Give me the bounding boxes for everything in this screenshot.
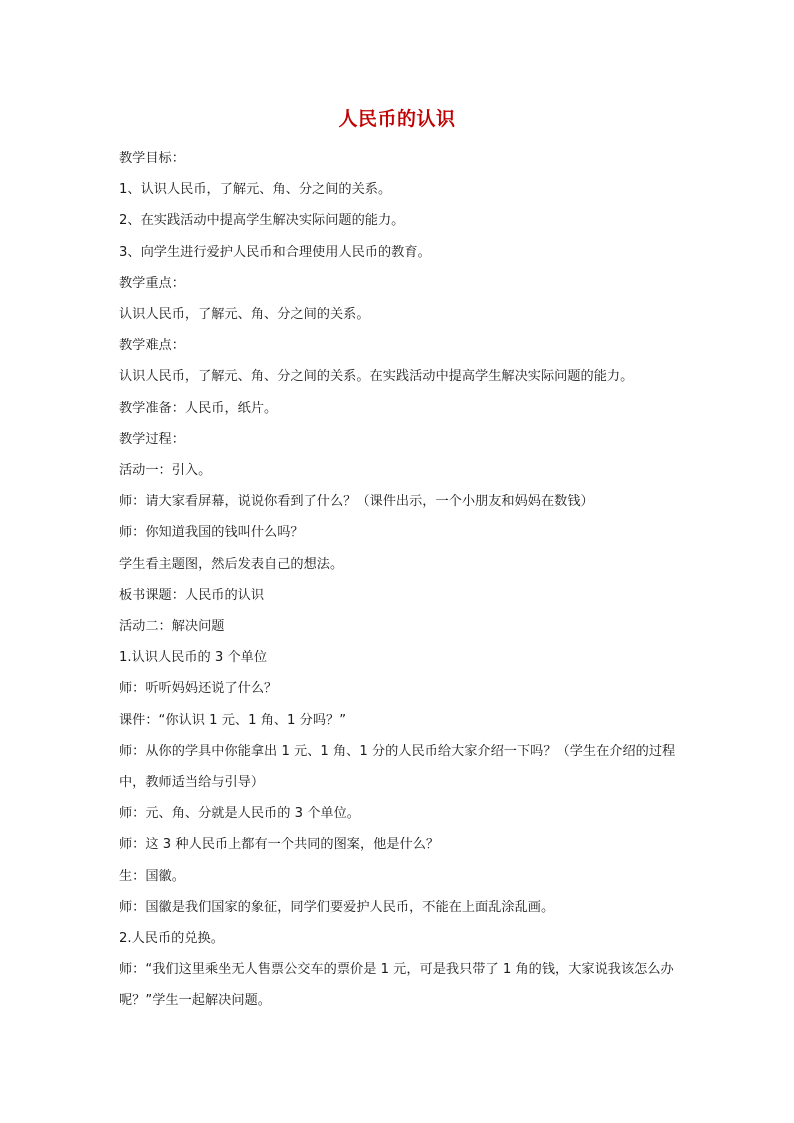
paragraph: 师：国徽是我们国家的象征，同学们要爱护人民币，不能在上面乱涂乱画。: [119, 899, 555, 915]
paragraph: 活动二：解决问题: [119, 619, 225, 635]
paragraph: 师：你知道我国的钱叫什么吗？: [119, 525, 304, 541]
paragraph: 教学过程：: [119, 431, 185, 447]
document-title: 人民币的认识: [338, 108, 456, 130]
paragraph: 生：国徽。: [119, 868, 185, 884]
paragraph: 板书课题：人民币的认识: [119, 587, 265, 603]
paragraph: 师：这 3 种人民币上都有一个共同的图案，他是什么？: [119, 837, 440, 853]
document-body: [119, 143, 679, 1017]
paragraph: 认识人民币，了解元、角、分之间的关系。在实践活动中提高学生解决实际问题的能力。: [119, 369, 634, 385]
paragraph: 2.人民币的兑换。: [119, 931, 224, 947]
paragraph: 教学重点：: [119, 275, 185, 291]
paragraph: 师：听听妈妈还说了什么？: [119, 681, 278, 697]
paragraph: 学生看主题图，然后发表自己的想法。: [119, 556, 344, 572]
paragraph: 师：元、角、分就是人民币的 3 个单位。: [119, 806, 360, 822]
paragraph: 师：从你的学具中你能拿出 1 元、1 角、1 分的人民币给大家介绍一下吗？（学生在介绍的过程中，教师适当给与引导）: [119, 743, 676, 791]
paragraph: 1.认识人民币的 3 个单位: [119, 650, 268, 666]
paragraph: 教学准备：人民币，纸片。: [119, 400, 278, 416]
paragraph: 课件：“你认识 1 元、1 角、1 分吗？”: [119, 712, 347, 728]
paragraph: 师：“我们这里乘坐无人售票公交车的票价是 1 元，可是我只带了 1 角的钱，大家说我该怎么办呢？”学生一起解决问题。: [119, 962, 674, 1009]
paragraph: 2、在实践活动中提高学生解决实际问题的能力。: [119, 213, 405, 229]
paragraph: 1、认识人民币，了解元、角、分之间的关系。: [119, 182, 392, 198]
paragraph: 活动一：引入。: [119, 463, 212, 479]
paragraph: 认识人民币，了解元、角、分之间的关系。: [119, 307, 370, 323]
paragraph: 师：请大家看屏幕，说说你看到了什么？（课件出示，一个小朋友和妈妈在数钱）: [119, 494, 594, 510]
paragraph: 3、向学生进行爱护人民币和合理使用人民币的教育。: [119, 244, 431, 260]
paragraph: 教学难点：: [119, 338, 185, 354]
paragraph: 教学目标：: [119, 151, 185, 166]
